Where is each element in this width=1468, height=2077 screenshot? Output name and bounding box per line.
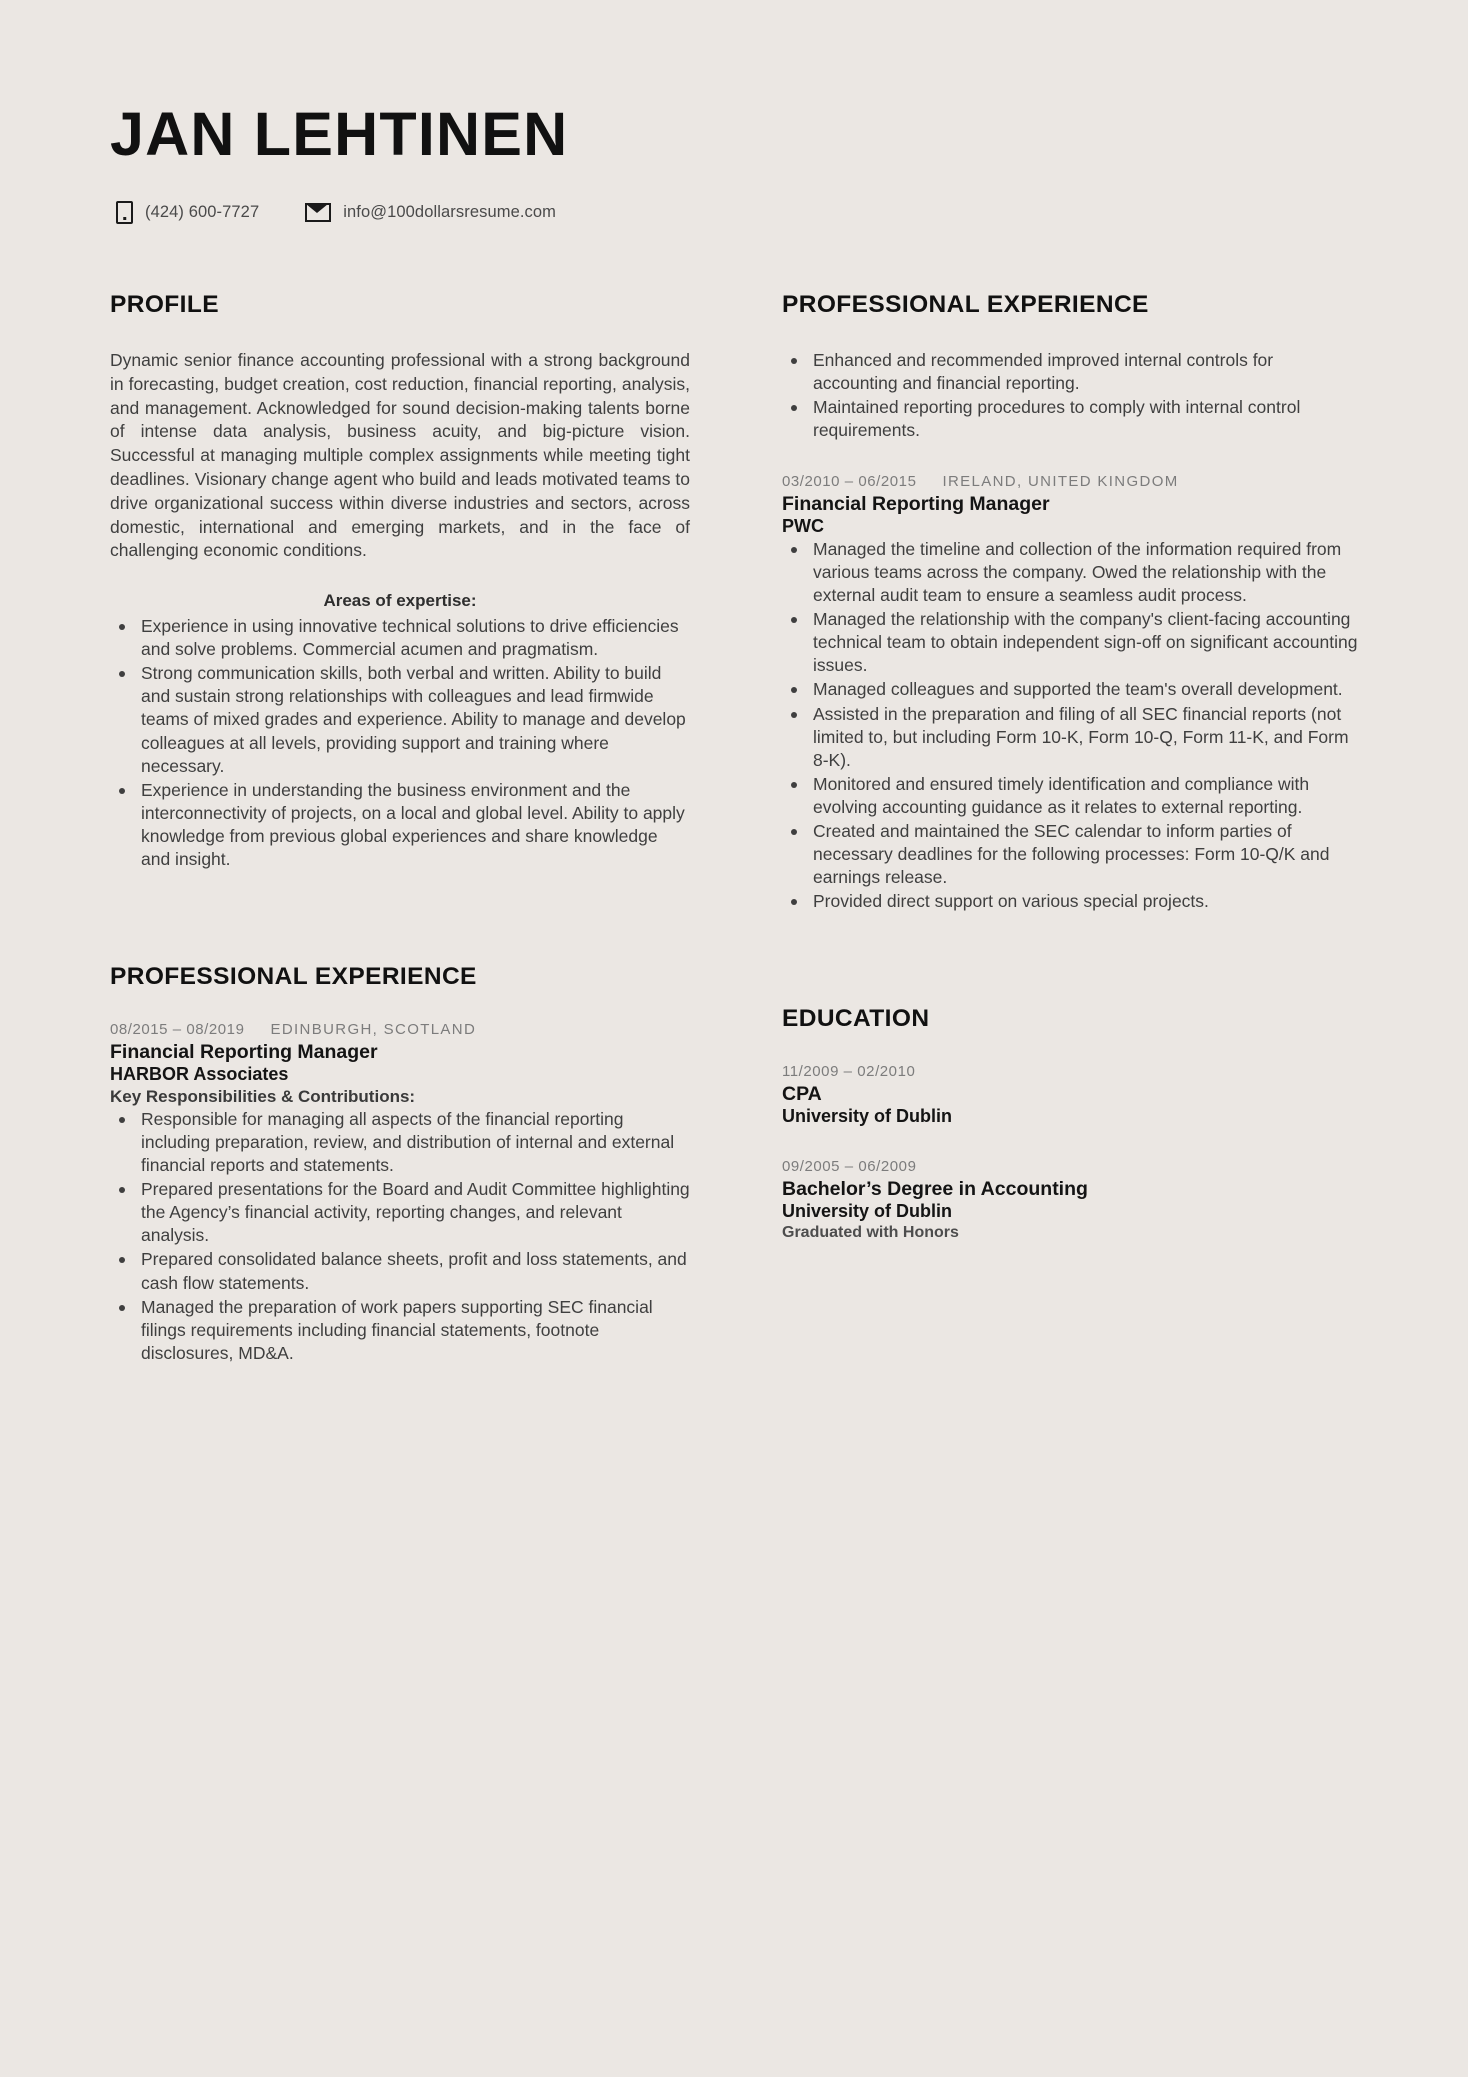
areas-of-expertise-heading: Areas of expertise:	[323, 591, 477, 611]
entry-dates: 03/2010 – 06/2015	[782, 473, 917, 491]
column-gutter	[690, 292, 782, 1366]
list-item: Managed the timeline and collection of the information required from various teams across the company. Owed the relationship with the external audit team to ensure a seamless audit process.	[782, 538, 1358, 607]
entry-location: EDINBURGH, SCOTLAND	[270, 1021, 477, 1039]
list-item: Managed the preparation of work papers supporting SEC financial filings requirements including financial statements, footnote disclosures, MD&A.	[110, 1296, 690, 1365]
section-title-education: EDUCATION	[782, 1005, 930, 1033]
entry-meta	[782, 1158, 1358, 1175]
list-item: Prepared consolidated balance sheets, profit and loss statements, and cash flow statements.	[110, 1248, 690, 1294]
spacer	[782, 443, 1358, 473]
list-item: Prepared presentations for the Board and Audit Committee highlighting the Agency’s financial activity, reporting changes, and relevant analysis.	[110, 1178, 690, 1247]
education-school: University of Dublin	[782, 1106, 953, 1127]
education-school: University of Dublin	[782, 1200, 953, 1221]
list-item: Strong communication skills, both verbal and written. Ability to build and sustain strong relationships with colleagues and lead firmwide teams of mixed grades and experience. Ability to manage and develop colleagues at all levels, providing support and training where necessary.	[110, 662, 690, 777]
entry-job-title: Financial Reporting Manager	[110, 1041, 378, 1064]
list-item: Managed colleagues and supported the team's overall development.	[782, 678, 1358, 701]
entry-dates: 09/2005 – 06/2009	[782, 1157, 917, 1175]
list-item: Managed the relationship with the company's client-facing accounting technical team to obtain independent sign-off on significant accounting issues.	[782, 608, 1358, 677]
education-entry-cpa	[782, 1063, 1358, 1128]
entry-meta	[782, 473, 1358, 490]
entry-location: IRELAND, UNITED KINGDOM	[942, 473, 1179, 491]
expertise-list	[110, 615, 690, 871]
contact-phone[interactable]	[116, 201, 259, 224]
profile-summary: Dynamic senior finance accounting professional with a strong background in forecasting, budget creation, cost reduction, financial reporting, analysis, and management. Acknowledged for sound decision-making talents borne of intense data analysis, business acuity, and big-picture vision. Successful at managing multiple complex assignments while meeting tight deadlines. Visionary change agent who build and leads motivated teams to drive organizational success within diverse industries and sectors, across domestic, international and emerging markets, and in the face of challenging economic conditions.	[110, 349, 690, 561]
entry-dates: 08/2015 – 08/2019	[110, 1021, 245, 1039]
spacer	[782, 914, 1358, 1006]
section-title-profile: PROFILE	[110, 291, 219, 318]
education-note: Graduated with Honors	[782, 1223, 959, 1241]
left-column	[110, 292, 690, 1366]
envelope-icon	[305, 203, 331, 222]
entry-dates: 11/2009 – 02/2010	[782, 1063, 916, 1081]
list-item: Monitored and ensured timely identification and compliance with evolving accounting guidance as it relates to external reporting.	[782, 773, 1358, 819]
experience-entry-pwc	[782, 473, 1358, 913]
contact-email[interactable]	[305, 203, 556, 222]
list-item: Experience in using innovative technical solutions to drive efficiencies and solve problems. Commercial acumen and pragmatism.	[110, 615, 690, 661]
list-item: Maintained reporting procedures to comply with internal control requirements.	[782, 396, 1358, 442]
list-item: Experience in understanding the business environment and the interconnectivity of projects, on a local and global level. Ability to apply knowledge from previous global experiences and share knowledge and insight.	[110, 779, 690, 871]
list-item: Assisted in the preparation and filing of all SEC financial reports (not limited to, but including Form 10-K, Form 10-Q, Form 11-K, and Form 8-K).	[782, 703, 1358, 772]
education-degree: Bachelor’s Degree in Accounting	[782, 1177, 1088, 1200]
experience-entry-harbor	[110, 1021, 690, 1365]
resume-header	[110, 0, 1358, 224]
section-title-experience-right: PROFESSIONAL EXPERIENCE	[782, 291, 1149, 318]
list-item: Responsible for managing all aspects of the financial reporting including preparation, review, and distribution of internal and external financial reports and statements.	[110, 1108, 690, 1177]
list-item: Provided direct support on various special projects.	[782, 890, 1358, 913]
spacer	[110, 872, 690, 964]
entry-organization: PWC	[782, 516, 824, 537]
right-column	[782, 292, 1358, 1366]
experience-intro-bullets	[782, 349, 1358, 442]
candidate-name: JAN LEHTINEN	[110, 100, 569, 168]
phone-icon	[116, 201, 133, 224]
list-item: Created and maintained the SEC calendar to inform parties of necessary deadlines for the following processes: Form 10-Q/K and earnings release.	[782, 820, 1358, 889]
contact-row	[110, 201, 1358, 224]
resume-body	[110, 292, 1358, 1366]
phone-number: (424) 600-7727	[145, 203, 260, 221]
entry-subheading: Key Responsibilities & Contributions:	[110, 1086, 416, 1106]
entry-organization: HARBOR Associates	[110, 1064, 289, 1085]
experience-bullets-pwc	[782, 538, 1358, 914]
education-degree: CPA	[782, 1083, 822, 1106]
education-entry-bachelor	[782, 1158, 1358, 1243]
entry-meta	[110, 1021, 690, 1038]
entry-job-title: Financial Reporting Manager	[782, 493, 1050, 516]
experience-bullets-harbor	[110, 1108, 690, 1365]
entry-meta	[782, 1063, 1358, 1080]
email-address: info@100dollarsresume.com	[343, 203, 556, 221]
list-item: Enhanced and recommended improved internal controls for accounting and financial reporting.	[782, 349, 1358, 395]
section-title-experience-left: PROFESSIONAL EXPERIENCE	[110, 963, 477, 991]
